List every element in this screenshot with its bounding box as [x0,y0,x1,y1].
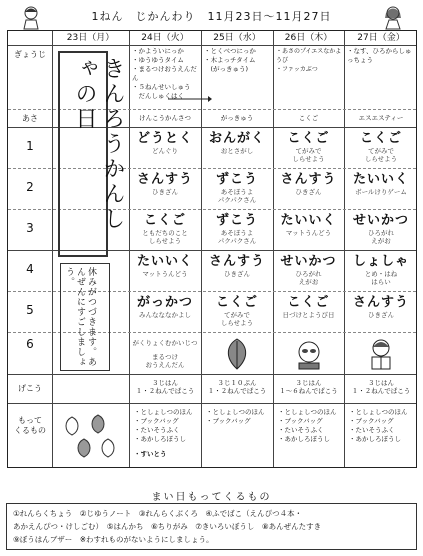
daily-items-list [6,503,417,550]
row-label-dismissal: げこう [18,384,42,393]
leaf-illustration-icon [222,337,252,371]
timetable [7,30,417,468]
dismissal-wed: ３じ１０ぷん １・２ねんでぱこう [207,379,267,395]
items-fri: ・としょしつのほん ・ブックバッグ ・たいそうふく ・あかしろぼうし [349,408,408,443]
day-header-thu: 26日（木） [284,33,333,43]
period-cell: こくご てがみで しらせよう [287,131,330,163]
morning-thu: こくご [298,114,319,122]
period-cell: こくご ともだちのこと しらせよう [142,213,188,245]
morning-fri: エスエスティー [358,114,404,122]
period-cell: ずこう あそぼうよ パクパクさん [215,213,258,245]
day-header-wed: 25日（水） [213,33,261,43]
daily-items-line: あかえんぴつ・けしごむ） ⑤はんかち ⑥ちりがみ ⑦きいろいぼうし ⑧あんぜんたすき [13,522,322,531]
girl-illustration-icon [380,4,406,30]
holiday-box [58,51,125,257]
holiday-message: 休みがつづきます。あんぜんにすごしましょう。 [64,267,96,367]
period-number: 2 [26,180,34,194]
items-thu: ・としょしつのほん ・ブックバッグ ・たいそうふく ・あかしろぼうし [278,408,337,443]
dismissal-thu: ３じはん １〜６ねんでぱこう [279,379,338,395]
period-cell: こくご てがみで しらせよう [215,295,258,327]
period-cell: がっかつ みんなななかよし [136,295,193,319]
events-fri: ・なす、ひろからしゅっちょう [347,47,412,64]
period-cell: さんすう ひきざん [208,254,265,278]
period-cell: せいかつ ひろがれ えがお [280,254,337,286]
period-cell: ずこう あそぼうよ パクパクさん [215,172,258,204]
day-header-mon: 23日（月） [66,33,115,43]
row-label-items: もって くるもの [14,416,46,435]
dismissal-fri: ３じはん １・２ねんでぱこう [351,379,411,395]
events-tue: ・かよういにっか ・ゆうゆうタイム ・まるつけおうえんだん ・５ねんせいしゅう だんしゅくはく [132,47,197,100]
period-number: 6 [26,337,34,351]
period-cell: たいいく ボールけりゲーム [352,172,409,196]
morning-tue: けんこうかんさつ [139,114,191,122]
period-cell: がくりょくむかいじつ まるつけ おうえんだん [132,339,198,369]
holiday-text: きんろうかんしゃの日 [72,57,125,232]
period-number: 5 [26,303,34,317]
events-thu: ・あさのプイエスなかようび ・ファッカぶつ [276,48,342,73]
period-cell: さんすう ひきざん [136,172,193,196]
period-cell: さんすう ひきざん [352,295,409,319]
morning-wed: がっきゅう [220,114,254,122]
daily-items-line: ⑨ぼうはんブザー ※わすれものがないようにしましょう。 [13,535,214,544]
holiday-message-box [60,263,110,371]
period-cell: どうとく どんぐり [136,131,193,155]
row-label-morning: あさ [22,114,38,123]
period-cell: さんすう ひきざん [280,172,337,196]
raccoon-illustration-icon [294,337,324,371]
period-cell: たいいく マットうんどう [280,213,337,237]
period-number: 3 [26,221,34,235]
day-header-fri: 27日（金） [357,33,405,43]
arrow-icon [168,95,212,103]
daily-items-line: ①れんらくちょう ②じゆうノート ③れんらくぶくろ ④ふでばこ（えんぴつ４本・ [13,509,303,518]
boy-illustration-icon [18,4,44,30]
period-cell: こくご 日づけとようび日 [282,295,335,319]
period-cell: たいいく マットうんどう [136,254,193,278]
girl-reading-illustration-icon [366,337,396,371]
dismissal-tue: ３じはん １・２ねんでぱこう [135,379,195,395]
period-number: 1 [26,139,34,153]
period-cell: おんがく おとさがし [208,131,265,155]
autumn-leaves-illustration-icon [62,411,118,461]
events-wed: ・とくべつにっか ・木よっチタイム (がっきゅう) [204,47,256,73]
page-title: 1ねん じかんわり 11月23日〜11月27日 [91,10,332,23]
period-cell: せいかつ ひろがれ えがお [352,213,409,245]
row-label-events: ぎょうじ [14,50,46,59]
items-wed: ・としょしつのほん ・ブックバッグ [206,408,265,425]
period-number: 4 [26,262,34,276]
period-cell: しょしゃ とめ・はね はらい [352,254,409,286]
period-cell: こくご てがみで しらせよう [359,131,402,163]
daily-items-title: まい日もってくるもの [151,492,272,503]
day-header-tue: 24日（火） [141,33,189,43]
items-tue: ・としょしつのほん ・ブックバッグ ・たいそうふく ・あかしろぼうし ・すいとう [134,408,193,458]
